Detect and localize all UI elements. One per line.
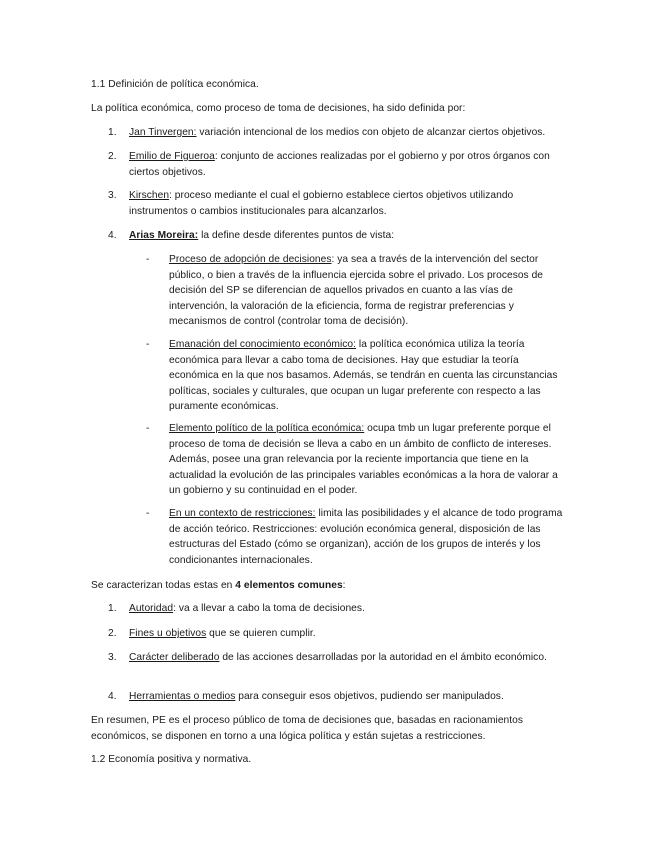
- viewpoint-term: Elemento político de la política económica:: [169, 423, 365, 434]
- summary-paragraph: En resumen, PE es el proceso público de toma de decisiones que, basadas en racionamientos económicos, se disponen en torno a una lógica política y están sujetas a restricciones.: [91, 715, 524, 742]
- dash-bullet: -: [146, 508, 150, 519]
- definition-body: : proceso mediante el cual el gobierno establece ciertos objetivos utilizando instrumentos o cambios institucionales para alcanzarlos.: [129, 190, 514, 217]
- list-text: [129, 149, 569, 180]
- element-body: : va a llevar a cabo la toma de decisiones.: [173, 603, 365, 614]
- list-text: [129, 626, 569, 642]
- element-body: de las acciones desarrolladas por la autoridad en el ámbito económico.: [219, 652, 547, 663]
- dash-bullet: -: [146, 254, 150, 265]
- list-number: 1.: [108, 127, 117, 138]
- viewpoint-body: ocupa tmb un lugar preferente porque el proceso de toma de decisión se lleva a cabo en un ámbito de conflicto de intereses. Además, posee una gran relevancia por la reciente importancia que tiene en la actualidad la evolución de las principales variables económicas a la hora de valorar a un gobierno y su continuidad en el poder.: [169, 423, 558, 496]
- definition-body: variación intencional de los medios con objeto de alcanzar ciertos objetivos.: [196, 127, 546, 138]
- intro-bold-text: 4 elementos comunes: [235, 580, 343, 591]
- definition-term: Emilio de Figueroa: [129, 151, 215, 162]
- list-text: [129, 650, 569, 666]
- element-term: Carácter deliberado: [129, 652, 220, 663]
- viewpoint-term: Emanación del conocimiento económico:: [169, 339, 357, 350]
- list-text: [129, 689, 569, 705]
- viewpoint-text: [169, 421, 569, 499]
- common-elements-intro: [91, 578, 571, 594]
- list-number: 3.: [108, 652, 117, 663]
- element-body: que se quieren cumplir.: [206, 628, 316, 639]
- list-number: 2.: [108, 151, 117, 162]
- intro-paragraph: La política económica, como proceso de toma de decisiones, ha sido definida por:: [91, 103, 466, 114]
- viewpoint-body: la política económica utiliza la teoría económica para llevar a cabo toma de decisiones. Hay que estudiar la teoría económica en la que nos basamos. Además, se tendrán en cuenta las circunstancias políticas, sociales y culturales, que ocupan un lugar preferente con respecto a las puramente económicas.: [169, 339, 558, 412]
- intro-pre-text: Se caracterizan todas estas en: [91, 580, 236, 591]
- list-text: [129, 125, 569, 141]
- dash-bullet: -: [146, 423, 150, 434]
- definition-term: Kirschen: [129, 190, 170, 201]
- definition-term: Jan Tinvergen:: [129, 127, 197, 138]
- list-text: [129, 188, 569, 219]
- element-term: Fines u objetivos: [129, 628, 207, 639]
- viewpoint-body: limita las posibilidades y el alcance de todo programa de acción teórico. Restricciones: evolución económica general, disposición de las estructuras del Estado (cómo se organizan), acción de los grupos de interés y los condicionantes internacionales.: [169, 508, 563, 566]
- viewpoint-text: [169, 337, 569, 415]
- viewpoint-text: [169, 252, 569, 330]
- definition-term: Arias Moreira:: [129, 230, 199, 241]
- list-number: 2.: [108, 628, 117, 639]
- viewpoint-term: Proceso de adopción de decisiones: [169, 254, 332, 265]
- section-heading-1-1: 1.1 Definición de política económica.: [91, 79, 259, 90]
- definition-body: : conjunto de acciones realizadas por el gobierno y por otros órganos con ciertos objetivos.: [129, 151, 550, 178]
- viewpoint-term: En un contexto de restricciones:: [169, 508, 316, 519]
- intro-post-text: :: [342, 580, 346, 591]
- element-term: Herramientas o medios: [129, 691, 236, 702]
- list-number: 4.: [108, 230, 117, 241]
- list-text: [129, 601, 569, 617]
- viewpoint-text: [169, 506, 569, 568]
- list-text: [129, 228, 569, 244]
- element-body: para conseguir esos objetivos, pudiendo ser manipulados.: [235, 691, 504, 702]
- definition-body: la define desde diferentes puntos de vista:: [198, 230, 395, 241]
- viewpoint-body: : ya sea a través de la intervención del sector público, o bien a través de la influencia ejercida sobre el privado. Los procesos de decisión del SP se diferencian de aquellos privados en cuanto a las vías de intervención, la valoración de la eficiencia, forma de registrar preferencias y mecanismos de control (controlar toma de decisión).: [169, 254, 544, 327]
- dash-bullet: -: [146, 339, 150, 350]
- element-term: Autoridad: [129, 603, 174, 614]
- section-heading-1-2: 1.2 Economía positiva y normativa.: [91, 754, 252, 765]
- list-number: 3.: [108, 190, 117, 201]
- list-number: 4.: [108, 691, 117, 702]
- list-number: 1.: [108, 603, 117, 614]
